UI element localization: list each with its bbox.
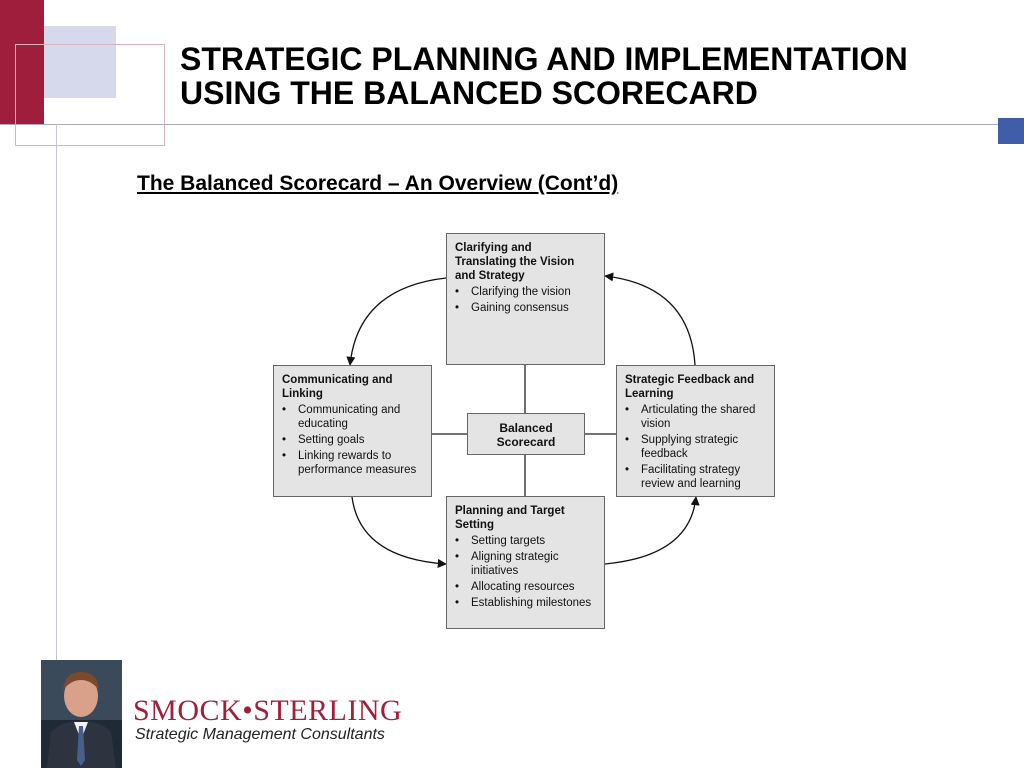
box-clarifying-vision — [446, 233, 605, 365]
box-top-bullet: • Clarifying the vision — [455, 285, 596, 299]
box-top-heading: Clarifying and Translating the Vision and Strategy — [455, 242, 575, 282]
box-bottom-bullet: • Establishing milestones — [455, 596, 596, 610]
box-left-bullet: • Communicating and educating — [282, 403, 423, 431]
center-label-line2: Scorecard — [496, 435, 556, 449]
arrow-top-to-left — [350, 278, 446, 365]
arrow-bottom-to-right — [605, 497, 696, 564]
arrow-right-to-top — [605, 276, 695, 365]
box-bottom-bullets — [455, 534, 596, 610]
box-right-bullet: • Supplying strategic feedback — [625, 433, 766, 461]
box-right-bullet: • Facilitating strategy review and learning — [625, 463, 766, 491]
company-tagline: Strategic Management Consultants — [135, 726, 385, 743]
left-margin-line — [56, 124, 57, 660]
header-accent-blue-square — [998, 118, 1024, 144]
presenter-photo-art — [41, 660, 122, 768]
company-logo-wordmark: SMOCK•STERLING — [133, 694, 403, 727]
presenter-photo — [41, 660, 122, 768]
header-divider-line — [0, 124, 1000, 125]
arrow-left-to-bottom — [352, 497, 446, 564]
box-left-bullet: • Linking rewards to performance measures — [282, 449, 423, 477]
center-label-line1: Balanced — [499, 421, 553, 435]
box-bottom-bullet: • Aligning strategic initiatives — [455, 550, 596, 578]
slide-subtitle: The Balanced Scorecard – An Overview (Cont’d) — [137, 172, 619, 195]
slide-title-line1: STRATEGIC PLANNING AND IMPLEMENTATION — [180, 41, 908, 77]
box-communicating-linking — [273, 365, 432, 497]
box-top-bullet: • Gaining consensus — [455, 301, 596, 315]
box-bottom-bullet: • Setting targets — [455, 534, 596, 548]
box-planning-target-setting — [446, 496, 605, 629]
slide-title — [180, 42, 1010, 110]
box-left-heading: Communicating and Linking — [282, 374, 393, 400]
box-bottom-bullet: • Allocating resources — [455, 580, 596, 594]
box-balanced-scorecard — [467, 413, 585, 455]
box-bottom-heading: Planning and Target Setting — [455, 505, 565, 531]
box-strategic-feedback — [616, 365, 775, 497]
box-left-bullet: • Setting goals — [282, 433, 423, 447]
slide-title-line2: USING THE BALANCED SCORECARD — [180, 75, 758, 111]
box-left-bullets — [282, 403, 423, 477]
header-accent-outline — [15, 44, 165, 146]
box-top-bullets — [455, 285, 596, 315]
box-right-bullet: • Articulating the shared vision — [625, 403, 766, 431]
box-right-bullets — [625, 403, 766, 491]
box-right-heading: Strategic Feedback and Learning — [625, 374, 755, 400]
